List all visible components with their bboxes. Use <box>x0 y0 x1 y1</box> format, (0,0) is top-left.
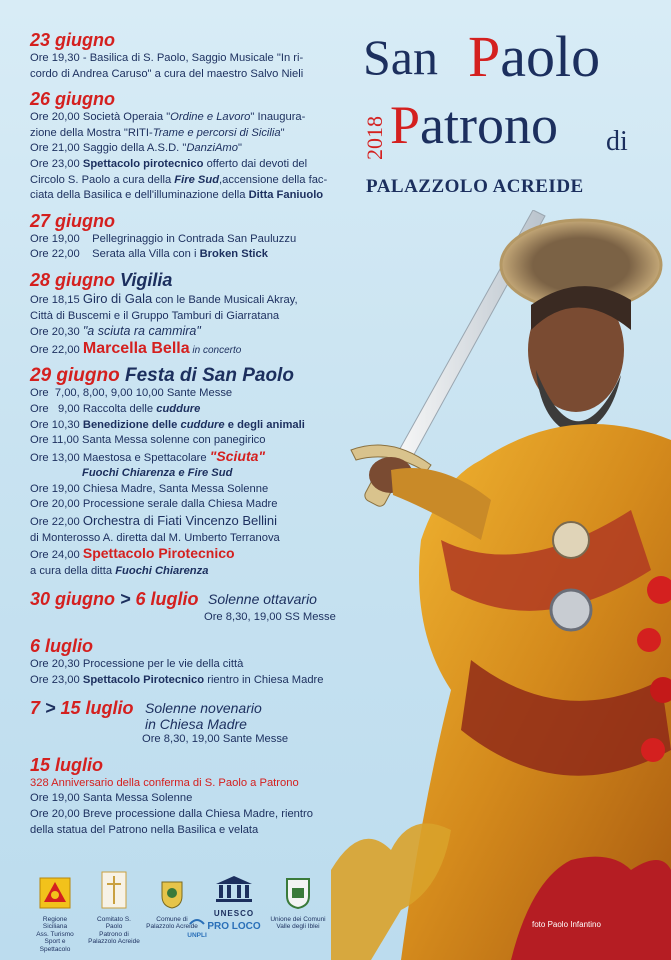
text: Ore 20,30 <box>30 326 83 339</box>
title-city: PALAZZOLO ACREIDE <box>366 176 584 197</box>
date-heading: 15 luglio <box>30 754 104 775</box>
text-italic: DanziAmo <box>186 142 238 155</box>
event-line <box>30 110 410 126</box>
logo-caption: UNESCO <box>213 908 255 918</box>
logo-caption: Regione Siciliana <box>42 915 68 930</box>
unpli-icon <box>189 916 205 926</box>
text-italic: "a sciuta ra cammira" <box>82 324 201 339</box>
text: Ore 13,00 Maestosa e Spettacolare <box>30 451 210 464</box>
event-line: Ore 8,30, 19,00 Sante Messe <box>142 733 289 746</box>
event-line <box>30 324 410 341</box>
text: " Inaugura- <box>250 111 306 124</box>
logo-unione-comuni <box>268 876 328 931</box>
date-heading <box>30 270 410 291</box>
event-line: della statua del Patrono nella Basilica e velata <box>30 823 259 836</box>
date-heading: 27 giugno <box>30 210 115 231</box>
event-line: Ore 8,30, 19,00 SS Messe <box>204 611 336 624</box>
comitato-emblem-icon <box>99 870 129 910</box>
event-line <box>30 546 410 564</box>
title-patrono-rest: atrono <box>420 95 558 155</box>
title-word-di: di <box>606 126 628 157</box>
performer-name: Marcella Bella <box>82 339 190 357</box>
text: a cura della ditta <box>30 564 116 577</box>
photo-credit: foto Paolo Infantino <box>532 920 601 929</box>
coat-of-arms-icon <box>157 878 187 910</box>
sponsor-logos <box>30 870 430 953</box>
event-line <box>30 466 410 482</box>
unione-shield-icon <box>284 876 312 910</box>
date-heading <box>30 365 410 386</box>
logo-caption: Ass. Turismo <box>36 930 74 938</box>
logo-caption: UNPLI <box>187 931 207 939</box>
text: Ore 20,00 Società Operaia " <box>30 111 171 124</box>
text-bold: Benedizione delle <box>82 418 181 431</box>
event-line <box>30 126 410 142</box>
event-line: cordo di Andrea Caruso" a cura del maestro Salvo Nieli <box>30 67 304 80</box>
event-line: Ore 19,00 Chiesa Madre, Santa Messa Solenne <box>30 482 269 495</box>
text: offerto dai devoti del <box>203 157 308 170</box>
event-line <box>30 173 410 189</box>
text-italic: Ordine e Lavoro <box>170 111 251 124</box>
logo-caption: Unione dei Comuni <box>270 915 326 923</box>
date-text: 7 <box>30 698 41 719</box>
novena-location: in Chiesa Madre <box>145 716 247 733</box>
range-row <box>30 589 410 610</box>
text: Ore 10,30 <box>30 418 83 431</box>
date-heading <box>30 589 199 609</box>
range-row <box>30 698 410 732</box>
text: " <box>237 142 242 155</box>
event-line <box>30 157 410 173</box>
unesco-temple-icon <box>214 874 254 904</box>
event-line: Ore 7,00, 8,00, 9,00 10,00 Sante Messe <box>30 387 233 400</box>
date-text: 6 luglio <box>135 589 199 610</box>
title-patrono-initial: P <box>390 95 421 155</box>
text: Ore 23,00 <box>30 673 83 686</box>
text-bold: Ditta Faniuolo <box>248 189 324 202</box>
text-large: Orchestra di Fiati Vincenzo Bellini <box>82 513 277 529</box>
section-29-giugno <box>30 365 410 579</box>
text: Ore 22,00 Serata alla Villa con i <box>30 248 200 261</box>
date-heading: 23 giugno <box>30 30 115 50</box>
proloco-caption: PRO LOCO <box>207 921 261 932</box>
date-heading: 26 giugno <box>30 89 115 110</box>
text-large: Giro di Gala <box>82 290 153 306</box>
text: zione della Mostra "RITI- <box>30 126 153 139</box>
text: Ore 24,00 <box>30 549 83 562</box>
text: con le Bande Musicali Akray, <box>152 293 298 306</box>
date-subtitle: Vigilia <box>115 269 173 290</box>
logo-caption: Comitato S. Paolo <box>97 915 131 930</box>
text-bold: Spettacolo Pirotecnico <box>82 673 205 686</box>
date-separator: > <box>40 698 61 719</box>
event-line <box>30 341 410 359</box>
event-line <box>30 673 410 689</box>
octave-label: Solenne ottavario <box>208 591 317 608</box>
section-28-giugno <box>30 270 410 358</box>
event-line <box>30 564 410 580</box>
sciuta-highlight: "Sciuta" <box>209 447 266 464</box>
event-line: di Monterosso A. diretta dal M. Umberto Terranova <box>30 531 280 544</box>
date-text: 15 luglio <box>60 698 134 719</box>
pectoral-cross <box>553 522 589 558</box>
text: Circolo S. Paolo a cura della <box>30 173 175 186</box>
date-separator: > <box>115 589 136 610</box>
title-patrono <box>390 95 558 155</box>
text-bold-italic: Fuochi Chiarenza <box>115 564 209 577</box>
event-schedule <box>30 30 410 845</box>
event-line: Città di Buscemi e il Gruppo Tamburi di Giarratana <box>30 309 280 322</box>
section-6-luglio <box>30 636 410 688</box>
event-line <box>30 247 410 263</box>
section-26-giugno <box>30 89 410 204</box>
event-line: Ore 19,00 Pellegrinaggio in Contrada San Pauluzzu <box>30 232 297 245</box>
date-text: 28 giugno <box>30 269 115 290</box>
novena-label: Solenne novenario <box>145 700 262 717</box>
title-word-san: San <box>363 29 438 85</box>
event-line <box>30 141 410 157</box>
text: Ore 23,00 <box>30 157 83 170</box>
text-bold-italic: cuddure <box>156 402 201 415</box>
logo-caption: Patrono di <box>99 930 129 938</box>
logo-caption: Valle degli Iblei <box>276 923 320 930</box>
logo-caption: Comune di <box>156 915 188 923</box>
logo-comitato <box>88 870 140 946</box>
title-year: 2018 <box>362 116 387 160</box>
text-bold-italic: cuddure <box>180 418 225 431</box>
text-bold-italic: Fuochi Chiarenza e Fire Sud <box>82 467 233 480</box>
title-paolo-rest: aolo <box>500 24 601 89</box>
section-15-luglio <box>30 755 410 838</box>
event-line: Ore 19,00 Santa Messa Solenne <box>30 792 193 805</box>
date-heading <box>30 698 134 718</box>
event-line: Ore 19,30 - Basilica di S. Paolo, Saggio Musicale "In ri- <box>30 52 304 64</box>
logo-caption: Palazzolo Acreide <box>88 938 140 945</box>
event-line: 328 Anniversario della conferma di S. Paolo a Patrono <box>30 776 299 789</box>
logo-caption: Sport e Spettacolo <box>39 938 71 953</box>
fireworks-highlight: Spettacolo Pirotecnico <box>82 545 235 562</box>
section-27-giugno <box>30 211 410 263</box>
text: ,accensione della fac- <box>219 173 328 186</box>
date-text: 30 giugno <box>30 589 115 610</box>
section-7-15-luglio <box>30 698 410 748</box>
text-bold-italic: Fire Sud <box>174 173 220 186</box>
event-line: Ore 20,00 Processione serale dalla Chiesa Madre <box>30 498 278 511</box>
event-line: Ore 20,00 Breve processione dalla Chiesa Madre, rientro <box>30 808 313 820</box>
text: Ore 22,00 <box>30 516 83 529</box>
event-line <box>30 449 410 467</box>
date-heading: 6 luglio <box>30 636 93 657</box>
text-bold: Broken Stick <box>199 248 268 261</box>
date-text: 29 giugno <box>30 365 120 387</box>
event-line <box>30 513 410 531</box>
event-line: Ore 11,00 Santa Messa solenne con panegirico <box>30 434 266 447</box>
event-line <box>30 418 410 434</box>
date-subtitle: Festa di San Paolo <box>119 365 294 387</box>
section-23-giugno <box>30 30 410 82</box>
logo-caption: Palazzolo Acreide <box>146 923 198 930</box>
text: Ore 21,00 Saggio della A.S.D. " <box>30 142 187 155</box>
text: Ore 18,15 <box>30 293 83 306</box>
text: Ore 9,00 Raccolta delle <box>30 402 157 415</box>
event-line: Ore 20,30 Processione per le vie della città <box>30 658 244 671</box>
event-line <box>30 402 410 418</box>
logo-unesco <box>206 874 262 931</box>
title-di <box>606 128 628 156</box>
text-italic: Trame e percorsi di Sicilia <box>152 126 281 139</box>
trinacria-icon <box>38 876 72 910</box>
event-line <box>30 188 410 204</box>
text-bold: e degli animali <box>224 418 305 431</box>
text: Ore 22,00 <box>30 343 83 356</box>
text: " <box>280 126 285 139</box>
text: ciata della Basilica e dell'illuminazione della <box>30 189 249 202</box>
text-bold: Spettacolo pirotecnico <box>82 157 204 170</box>
title-paolo <box>468 24 601 89</box>
title-paolo-initial: P <box>468 24 501 89</box>
text: rientro in Chiesa Madre <box>204 673 324 686</box>
section-30-giugno-6-luglio <box>30 589 410 626</box>
logo-regione-siciliana <box>30 876 80 953</box>
text-italic: in concerto <box>189 344 242 356</box>
event-line <box>30 291 410 309</box>
